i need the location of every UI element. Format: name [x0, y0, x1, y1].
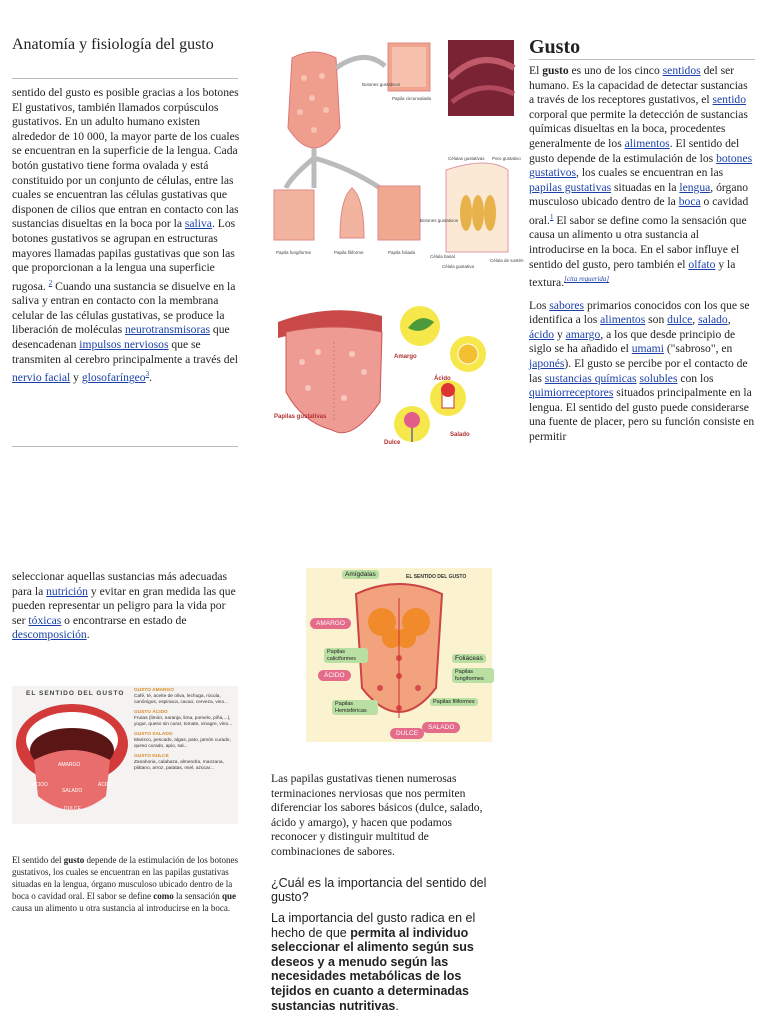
right-article-text: El gusto es uno de los cinco sentidos del ser humano. Es la capacidad de detectar sustancias a través de los receptores gustativos, el sentido corporal que permite la detección de sustancias químicas disueltas en la boca, procedentes generalmente de los alimentos. El sentido del gusto depende de la estimulación de los botones gustativos, los cuales se encuentran en las papilas gustativas situadas en la lengua, órgano musculoso ubicado dentro de la boca o cavidad oral.$^1$ El sabor se define como la sensación que causa un alimento u otra sustancia al introducirse en la boca. En el sabor influye el sentido del gusto, pero también el olfato y la textura.[cita requerida] Los sabores primarios conocidos con los que se identifica a los alimentos son dulce, salado, ácido y amargo, a los que desde principio de siglo se ha añadido el umami ("sabroso", en japonés). El gusto se percibe por el contacto de las sustancias químicas solubles con los quimiorreceptores situados principalmente en la lengua. El sentido del gusto puede considerarse una fuente de placer, pero su función consiste en permitir — [529, 64, 755, 443]
mouth-illustration — [14, 700, 130, 822]
divider — [529, 59, 755, 60]
link-lengua[interactable]: lengua — [679, 180, 711, 194]
link-japones[interactable]: japonés — [529, 357, 565, 370]
link-toxicas[interactable]: tóxicas — [28, 613, 62, 627]
label-dulce: Dulce — [384, 440, 401, 446]
left-article-text: sentido del gusto es posible gracias a los botones El gustativos, también llamados corpúsculos gustativos. En un adulto humano existen alrededor de 10 000, la mayor parte de los cuales se encuentran en la superficie de la lengua. Cada botón gustativo tiene forma ovalada y está constituido por un conjunto de células, entre las cuales se encuentran las células gustativas que disponen de cilios que entran en contacto con las sustancias disueltas en la boca por la saliva. Los botones gustativos se agrupan en estructuras mayores llamadas papilas gustativas que son las que proporcionan a la lengua una superficie rugosa. $^2$ Cuando una sustancia se disuelve en la saliva y entran en contacto con la membrana celular de las células gustativas, se produce la liberación de moléculas neurotransmisoras que desencadenan impulsos nerviosos que se transmiten al cerebro principalmente a través del nervio facial y glosofaríngeo$^3$. — [12, 86, 240, 384]
label-salado: Salado — [450, 432, 470, 438]
tongue-taste-figure — [272, 302, 494, 448]
question-heading: ¿Cuál es la importancia del sentido del gusto? — [271, 876, 487, 904]
link-sentidos[interactable]: sentidos — [662, 64, 701, 77]
link-sentido[interactable]: sentido — [712, 93, 747, 107]
label-papilas-hemisfericas: Papilas Hemisféricas — [332, 700, 378, 715]
link-botones-gustativos[interactable]: botones gustativos — [529, 151, 753, 180]
link-impulsos-nerviosos[interactable]: impulsos nerviosos — [79, 337, 169, 351]
link-sabores[interactable]: sabores — [549, 298, 585, 312]
label-papilas-filiformes: Papilas filiformes — [430, 698, 478, 706]
page-title: Anatomía y fisiología del gusto — [12, 36, 214, 53]
label-sosten: Célula de sostén — [490, 258, 524, 263]
section-title-gusto: Gusto — [529, 36, 581, 58]
label-celula-gustativa: Célula gustativa — [442, 264, 475, 269]
ref-1[interactable]: 1 — [549, 212, 554, 221]
label-amargo: Amargo — [394, 354, 417, 360]
tongue-papillae-figure — [306, 568, 492, 742]
importance-paragraph: La importancia del gusto radica en el hecho de que permita al individuo seleccionar el alimento según sus deseos y a menudo según las necesidades metabólicas de los tejidos en cuanto a determinadas sustancias nutritivas. — [271, 911, 476, 1013]
link-quimiorreceptores[interactable]: quimiorreceptores — [529, 386, 614, 400]
link-saliva[interactable]: saliva — [184, 217, 212, 231]
papillae-diagram — [270, 38, 524, 270]
cita-requerida[interactable]: [cita requerida] — [564, 275, 610, 284]
zone-amargo: AMARGO — [58, 762, 81, 768]
link-descomposicion[interactable]: descomposición — [12, 628, 87, 642]
link-neurotransmisoras[interactable]: neurotransmisoras — [125, 323, 211, 337]
zone-acido-right: ÁCIDO — [98, 782, 114, 788]
label-papilas-caliciformes: Papilas caliciformes — [324, 648, 368, 663]
link-acido[interactable]: ácido — [529, 327, 555, 341]
mouth-figure-title: EL SENTIDO DEL GUSTO — [26, 690, 125, 697]
link-alimentos[interactable]: alimentos — [624, 136, 670, 150]
link-alimentos-2[interactable]: alimentos — [600, 313, 646, 327]
papilas-paragraph: Las papilas gustativas tienen numerosas terminaciones nerviosas que nos permiten diferenciar los sabores básicos (dulce, salado, ácido y amargo), y hacen que podamos reconocer y distinguir multitud de combinaciones de sabores. — [271, 772, 483, 858]
link-solubles[interactable]: solubles — [639, 371, 678, 385]
link-papilas-gustativas[interactable]: papilas gustativas — [529, 180, 612, 194]
label-basal: Célula basal — [430, 254, 455, 259]
label-foliaceas: Foliáceas — [452, 654, 486, 663]
figure-title: EL SENTIDO DEL GUSTO — [406, 574, 467, 580]
taste-list: GUSTO AMARGO Café, té, aceite de oliva, lechuga, rúcula, canónigos, espinaca, cacao, cerveza, vino... GUSTO ÁCIDO Frutas (limón, naranja, lima, pomelo, piña,...), yogur, queso sin curar, tomate, vinagre, vino... GUSTO SALADO Marisco, pescado, algas, pato, jamón curado, queso curado, apio, sal... GUSTO DULCE Zanahoria, calabaza, almendra, manzana, plátano, arroz, patatas, miel, azúcar... — [134, 688, 233, 771]
link-umami[interactable]: umami — [631, 342, 664, 356]
label-botones-2: Botones gustativos — [420, 218, 459, 223]
link-olfato[interactable]: olfato — [688, 257, 716, 271]
label-papila-circunvalada: Papila circunvalada — [392, 96, 432, 101]
label-foliada: Papila foliada — [388, 250, 416, 255]
link-glosofaringeo[interactable]: glosofaríngeo — [81, 371, 146, 384]
label-fungiforme: Papila fungiforme — [276, 250, 312, 255]
label-salado: SALADO — [422, 722, 460, 733]
link-nutricion[interactable]: nutrición — [46, 584, 88, 598]
ref-2[interactable]: 2 — [48, 278, 53, 287]
divider — [12, 78, 238, 79]
mouth-taste-figure — [12, 686, 238, 824]
label-botones: Botones gustativos — [362, 82, 401, 87]
zone-salado: SALADO — [62, 788, 83, 794]
label-dulce: DULCE — [390, 728, 424, 739]
label-acido: Ácido — [434, 376, 451, 382]
divider — [12, 446, 238, 447]
label-poro: Poro gustativo — [492, 156, 521, 161]
link-dulce[interactable]: dulce — [667, 313, 693, 327]
link-amargo[interactable]: amargo — [565, 327, 601, 341]
label-amigdalas: Amígdalas — [342, 570, 379, 579]
label-acido: ÁCIDO — [318, 670, 351, 681]
zone-dulce: DULCE — [64, 806, 81, 812]
label-papilas-gustativas: Papilas gustativas — [274, 414, 327, 420]
label-celulas-gustativas: Células gustativas — [448, 156, 485, 161]
bottom-left-text: El sentido del gusto depende de la estimulación de los botones gustativos, los cuales se encuentran en las papilas gustativas situadas en la lengua, órgano musculoso ubicado dentro de la boca o cavidad oral. El sabor se define como la sensación que causa un alimento u otra sustancia al introducirse en la boca. — [12, 855, 238, 913]
link-boca[interactable]: boca — [678, 195, 701, 209]
link-sustancias-quimicas[interactable]: sustancias químicas — [544, 371, 637, 385]
link-nervio-facial[interactable]: nervio facial — [12, 371, 71, 384]
zone-acido-left: ÁCIDO — [32, 782, 48, 788]
ref-3[interactable]: 3 — [145, 370, 150, 379]
label-filiforme: Papila filiforme — [334, 250, 364, 255]
label-amargo: AMARGO — [310, 618, 351, 629]
link-salado[interactable]: salado — [698, 313, 728, 327]
label-papilas-fungiformes: Papilas fungiformes — [452, 668, 494, 683]
left-continue-text: seleccionar aquellas sustancias más adecuadas para la nutrición y evitar en gran medida las que pueden representar un peligro para la vida por ser tóxicas o encontrarse en estado de descomposición. — [12, 570, 236, 642]
